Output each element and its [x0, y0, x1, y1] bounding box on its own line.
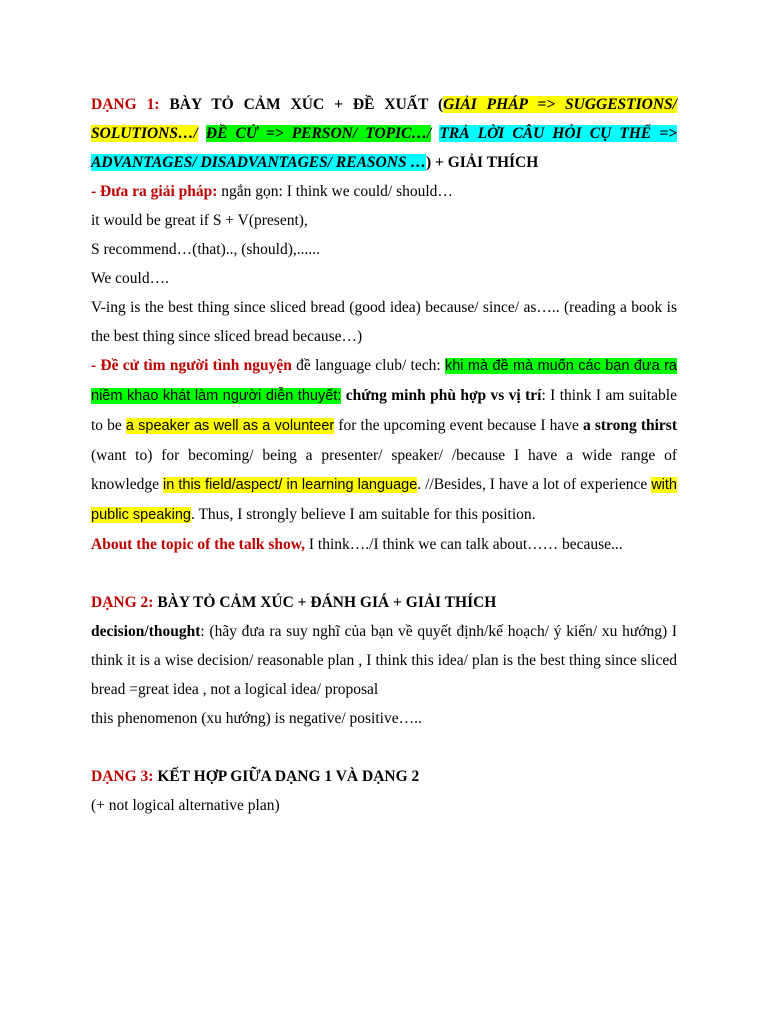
section-2-heading [91, 588, 677, 617]
highlight-reasons: TRẢ LỜI CÂU HỎI CỤ THỂ => ADVANTAGES/ DISADVANTAGES/ REASONS … [91, 125, 677, 171]
highlight-field: in this field/aspect/ in learning language [162, 477, 418, 493]
solution-text: ngắn gọn: I think we could/ should… [217, 183, 453, 200]
decision-paragraph [91, 617, 677, 704]
bold-span: a strong thirst [583, 417, 677, 434]
highlight-role: a speaker as well as a volunteer [125, 418, 335, 434]
section-3-heading [91, 762, 677, 791]
section-3-label: DẠNG 3: [91, 768, 154, 785]
nomination-paragraph [91, 351, 677, 530]
spacer [91, 733, 677, 762]
highlight-solutions: GIẢI PHÁP => SUGGESTIONS/ SOLUTIONS…/ [91, 96, 677, 142]
section-1-title-tail: ) + GIẢI THÍCH [425, 154, 539, 171]
highlight-experience: with public speaking [91, 477, 677, 523]
text-span: đề language club/ tech: [291, 357, 445, 374]
section-2-label: DẠNG 2: [91, 594, 154, 611]
section-3-title: KẾT HỢP GIỮA DẠNG 1 VÀ DẠNG 2 [153, 768, 420, 785]
section-1-title: BÀY TỎ CẢM XÚC + ĐỀ XUẤT ( [159, 96, 444, 113]
text-span: . Thus, I strongly believe I am suitable for this position. [190, 506, 536, 523]
highlight-person-topic: ĐỀ CỬ => PERSON/ TOPIC…/ [205, 125, 432, 142]
document-content [91, 90, 677, 820]
text-line: S recommend…(that).., (should),...... [91, 241, 321, 258]
section-1-heading [91, 90, 677, 177]
spacer [91, 559, 677, 588]
section-1-label: DẠNG 1: [91, 96, 160, 113]
topic-text: I think…./I think we can talk about…… because... [305, 536, 623, 553]
text-line: this phenomenon (xu hướng) is negative/ positive….. [91, 710, 422, 727]
decision-label: decision/thought [91, 623, 201, 640]
topic-label: About the topic of the talk show, [91, 536, 306, 553]
highlight-desire: khi mà đề mà muốn các bạn đưa ra niềm khao khát làm người diễn thuyết: [91, 358, 677, 404]
text-span: (want to) for becoming/ being a presenter/ speaker/ /because I have a wide range of knowledge [91, 447, 677, 493]
text-line: it would be great if S + V(present), [91, 212, 308, 229]
bold-span: chứng minh phù hợp vs vị trí [341, 387, 542, 404]
decision-text: : (hãy đưa ra suy nghĩ của bạn về quyết định/kế hoạch/ ý kiến/ xu hướng) I think it is a wise decision/ reasonable plan , I think this idea/ plan is the best thing since sliced bread =great idea , not a logical idea/ proposal [91, 623, 677, 698]
solution-line [91, 177, 677, 206]
section-2-title: BÀY TỎ CẢM XÚC + ĐÁNH GIÁ + GIẢI THÍCH [153, 594, 497, 611]
nomination-label: - Đề cử tìm người tình nguyện [91, 357, 292, 374]
separator [198, 125, 206, 142]
text-span: for the upcoming event because I have [334, 417, 583, 434]
solution-label: - Đưa ra giải pháp: [91, 183, 218, 200]
text-span: : I think I am suitable to be [91, 387, 677, 434]
topic-line [91, 530, 677, 559]
text-line: (+ not logical alternative plan) [91, 797, 280, 814]
text-line: We could…. [91, 270, 169, 287]
text-paragraph: V-ing is the best thing since sliced bread (good idea) because/ since/ as….. (reading a book is the best thing since sliced bread because…) [91, 299, 677, 345]
text-span: . //Besides, I have a lot of experience [417, 476, 652, 493]
